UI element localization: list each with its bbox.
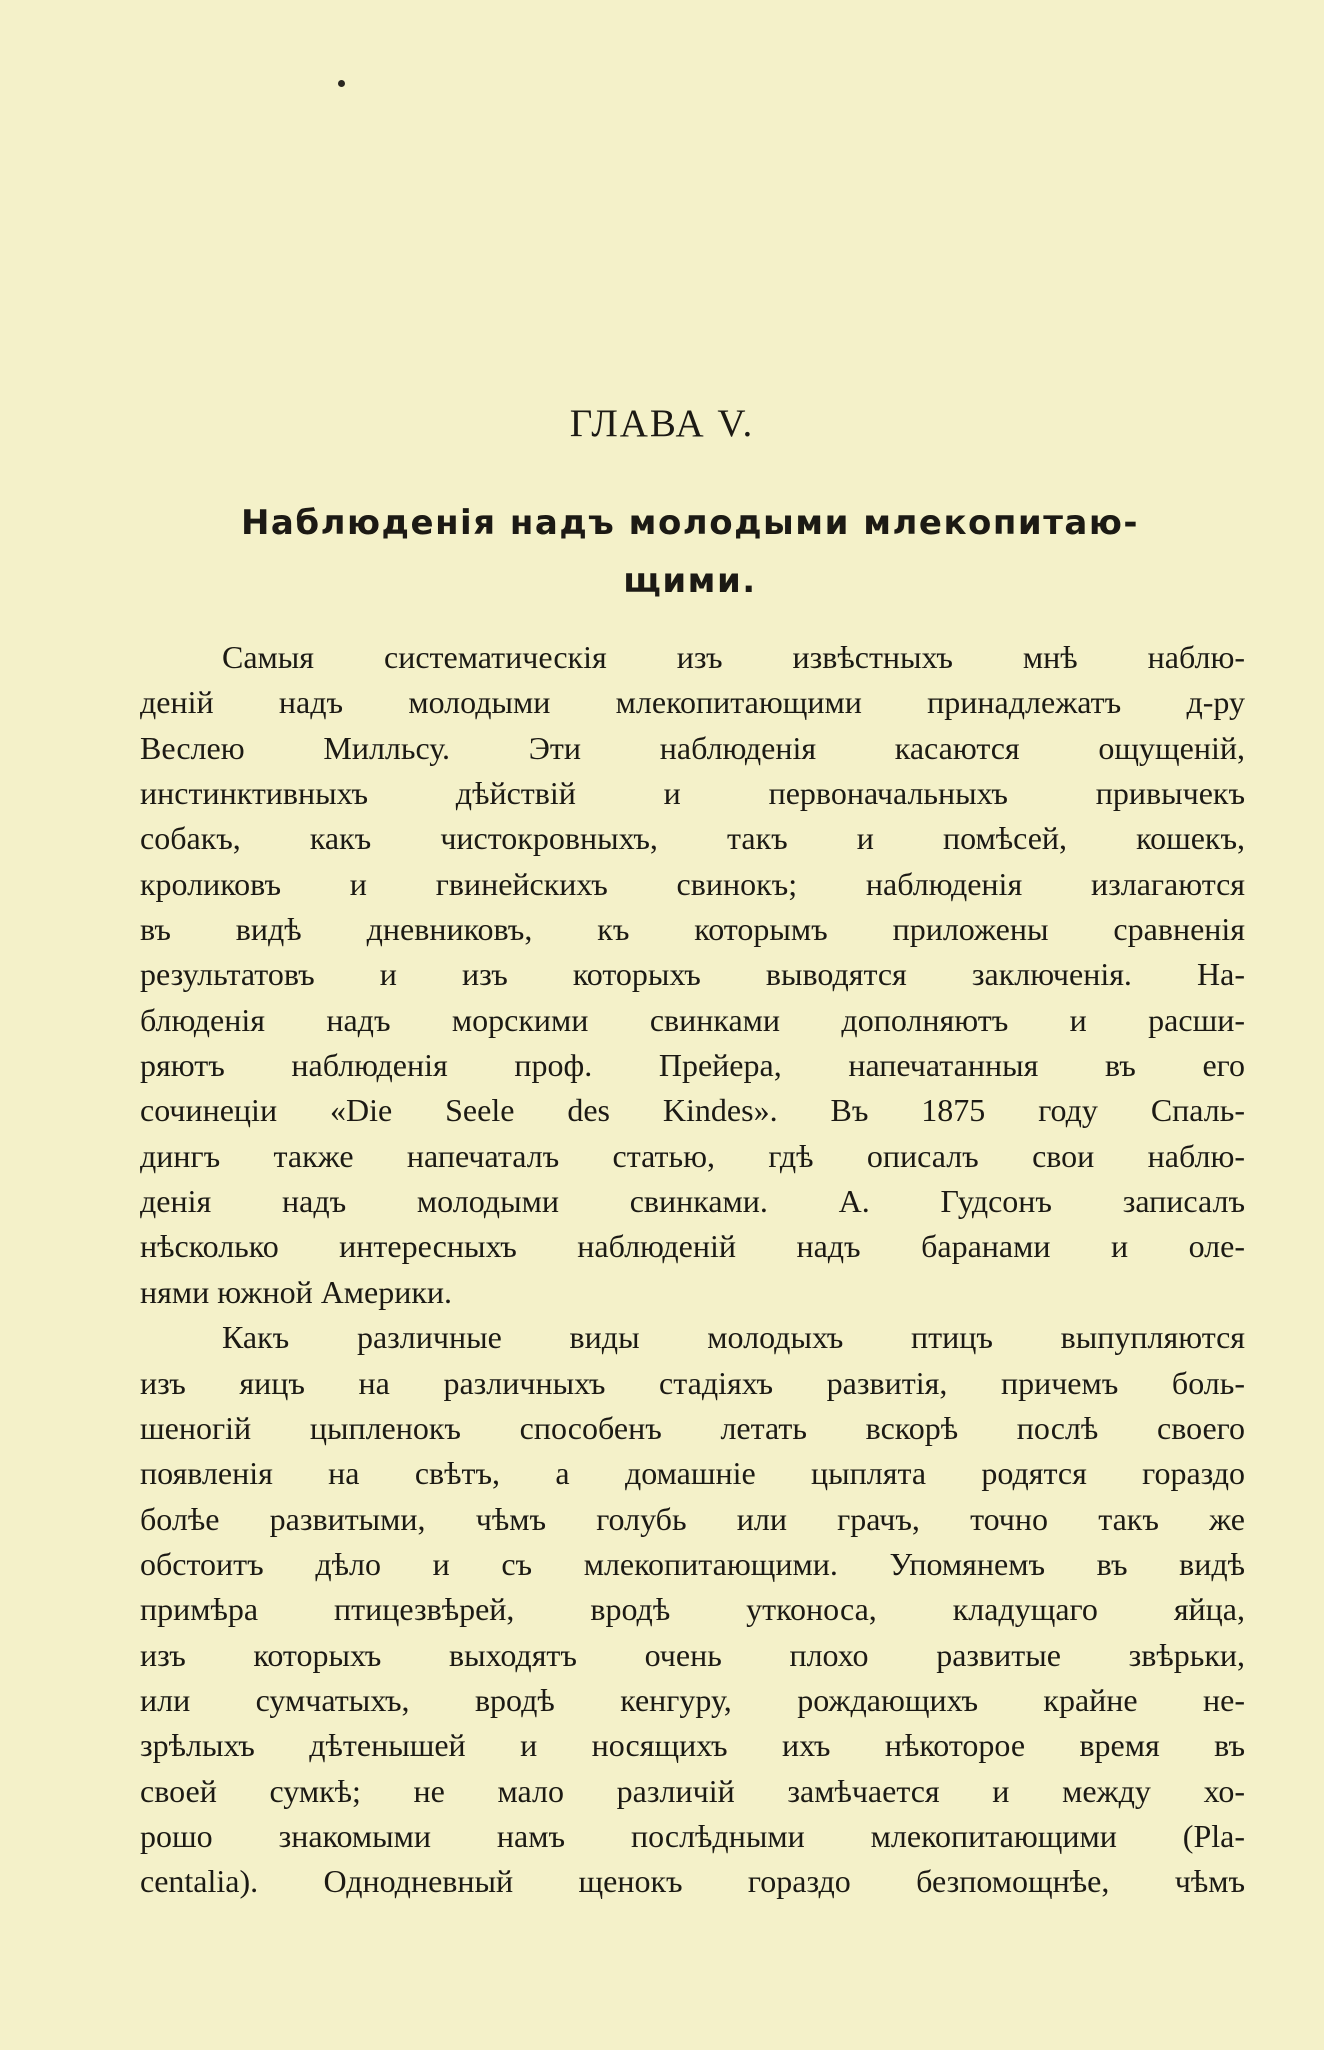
text-line: Самыя систематическія изъ извѣстныхъ мнѣ наблю- xyxy=(222,639,1245,675)
text-line: инстинктивныхъ дѣйствій и первоначальныхъ привычекъ xyxy=(140,775,1245,812)
text-line: нями южной Америки. xyxy=(140,1273,453,1310)
paragraph-2 xyxy=(140,1315,1245,1904)
body-text xyxy=(140,635,1245,1905)
text-line: или сумчатыхъ, вродѣ кенгуру, рождающихъ крайне не- xyxy=(140,1681,1245,1718)
paragraph-1 xyxy=(140,635,1245,1315)
text-line: изъ которыхъ выходятъ очень плохо развитые звѣрьки, xyxy=(140,1636,1245,1673)
chapter-title-line: Наблюденія надъ молодыми млекопитаю- xyxy=(240,503,1140,543)
text-line: деній надъ молодыми млекопитающими принадлежатъ д-ру xyxy=(140,684,1245,721)
text-line: денія надъ молодыми свинками. А. Гудсонъ записалъ xyxy=(140,1183,1245,1220)
text-line: кроликовъ и гвинейскихъ свинокъ; наблюденія излагаются xyxy=(140,865,1245,902)
text-line: ряютъ наблюденія проф. Прейера, напечатанныя въ его xyxy=(140,1047,1245,1084)
text-line: шеногій цыпленокъ способенъ летать вскорѣ послѣ своего xyxy=(140,1409,1245,1446)
text-line: результатовъ и изъ которыхъ выводятся заключенія. На- xyxy=(140,956,1245,993)
chapter-title xyxy=(140,494,1240,610)
text-line: въ видѣ дневниковъ, къ которымъ приложены сравненія xyxy=(140,911,1245,948)
text-line: нѣсколько интересныхъ наблюденій надъ баранами и оле- xyxy=(140,1228,1245,1265)
text-line: обстоитъ дѣло и съ млекопитающими. Упомянемъ въ видѣ xyxy=(140,1545,1245,1582)
text-line: дингъ также напечаталъ статью, гдѣ описалъ свои наблю- xyxy=(140,1137,1245,1174)
text-line: собакъ, какъ чистокровныхъ, такъ и помѣсей, кошекъ, xyxy=(140,820,1245,857)
chapter-heading: ГЛАВА V. xyxy=(569,402,755,445)
text-line: примѣра птицезвѣрей, вродѣ утконоса, кладущаго яйца, xyxy=(140,1591,1245,1628)
text-line: блюденія надъ морскими свинками дополняютъ и расши- xyxy=(140,1001,1245,1038)
ink-speck xyxy=(338,80,345,87)
text-line: Веслею Милльсу. Эти наблюденія касаются ощущеній, xyxy=(140,729,1245,766)
text-line: изъ яицъ на различныхъ стадіяхъ развитія, причемъ боль- xyxy=(140,1364,1245,1401)
text-line: зрѣлыхъ дѣтенышей и носящихъ ихъ нѣкоторое время въ xyxy=(140,1727,1245,1764)
text-line: сочинеціи «Die Seele des Kindes». Въ 1875 году Спаль- xyxy=(140,1092,1245,1129)
text-line: своей сумкѣ; не мало различій замѣчается и между хо- xyxy=(140,1772,1245,1809)
text-line: болѣе развитыми, чѣмъ голубь или грачъ, точно такъ же xyxy=(140,1500,1245,1537)
text-line: появленія на свѣтъ, а домашніе цыплята родятся гораздо xyxy=(140,1455,1245,1492)
text-line: centalia). Однодневный щенокъ гораздо безпомощнѣе, чѣмъ xyxy=(140,1863,1245,1900)
text-line: рошо знакомыми намъ послѣдными млекопитающими (Pla- xyxy=(140,1817,1245,1854)
text-line: Какъ различные виды молодыхъ птицъ выпупляются xyxy=(222,1319,1245,1356)
chapter-title-line: щими. xyxy=(623,561,757,601)
